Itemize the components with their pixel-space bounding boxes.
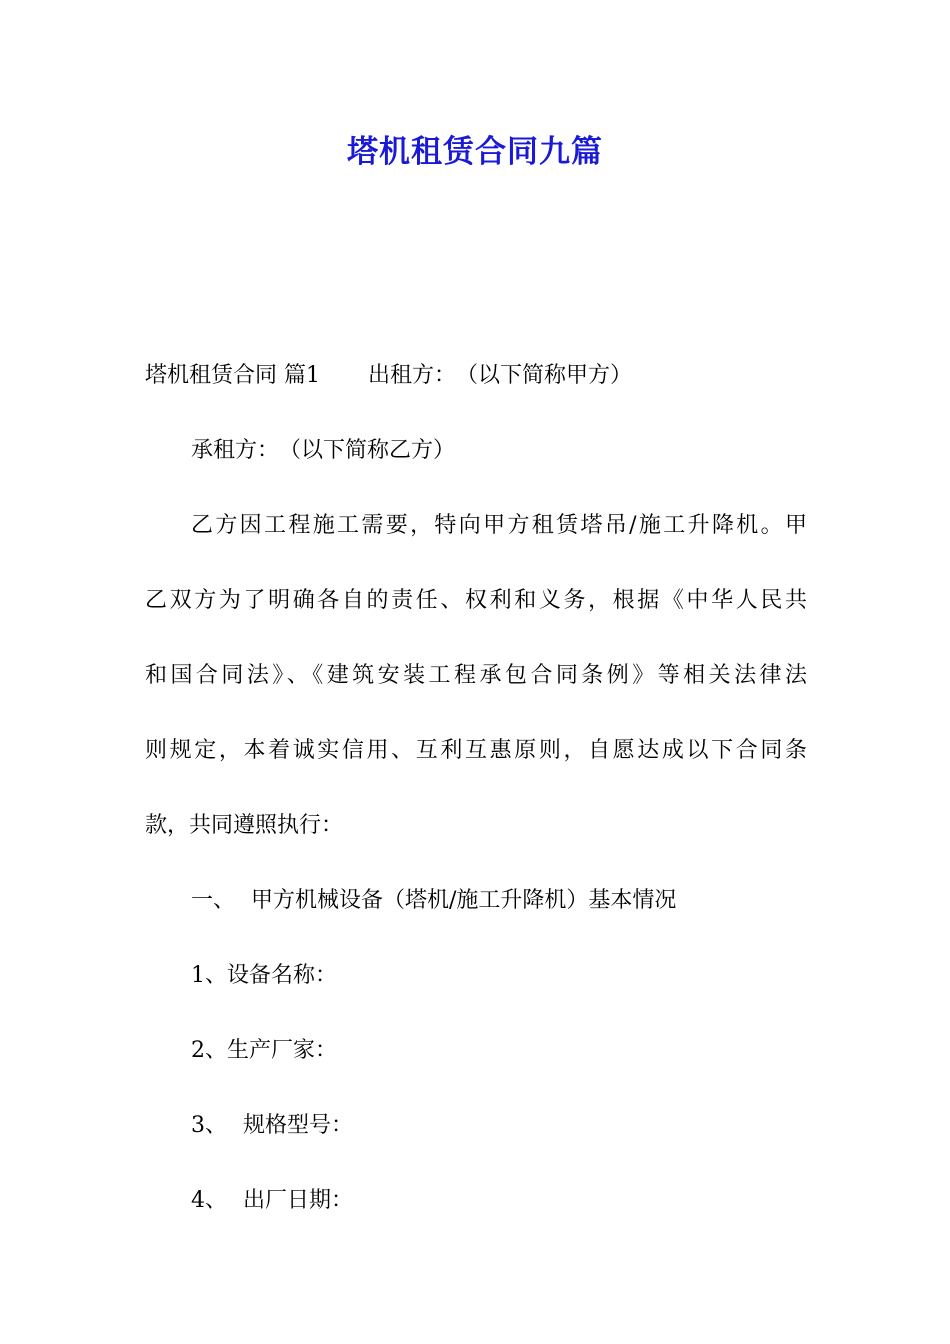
contract-heading: 塔机租赁合同 篇1 [145,363,320,388]
paragraph-line: 乙双方为了明确各自的责任、权利和义务，根据《中华人民共 [145,588,807,613]
document-body [145,338,807,1238]
paragraph-line: 则规定，本着诚实信用、互利互惠原则，自愿达成以下合同条 [145,738,807,763]
item-label: 规格型号： [243,1113,354,1138]
list-item: 1、设备名称： [191,963,337,988]
section-number: 一、 [191,888,236,913]
paragraph-line: 和国合同法》、《建筑安装工程承包合同条例》等相关法律法 [145,663,807,688]
item-number: 4、 [191,1188,227,1213]
lessee-line: 承租方： （以下简称乙方） [191,438,456,463]
paragraph-line: 款，共同遵照执行： [145,813,344,838]
document-title: 塔机租赁合同九篇 [347,134,603,170]
lessor-label: 出租方： （以下简称甲方） [368,363,633,388]
item-label: 出厂日期： [243,1188,354,1213]
list-item [145,1088,807,1163]
item-number: 3、 [191,1113,227,1138]
paragraph-line: 乙方因工程施工需要，特向甲方租赁塔吊/施工升降机。甲 [191,513,807,538]
list-item [145,1163,807,1238]
contract-heading-line [145,338,807,413]
section-heading: 甲方机械设备（塔机/施工升降机）基本情况 [251,888,677,913]
section-heading-line [145,863,807,938]
list-item: 2、生产厂家： [191,1038,337,1063]
